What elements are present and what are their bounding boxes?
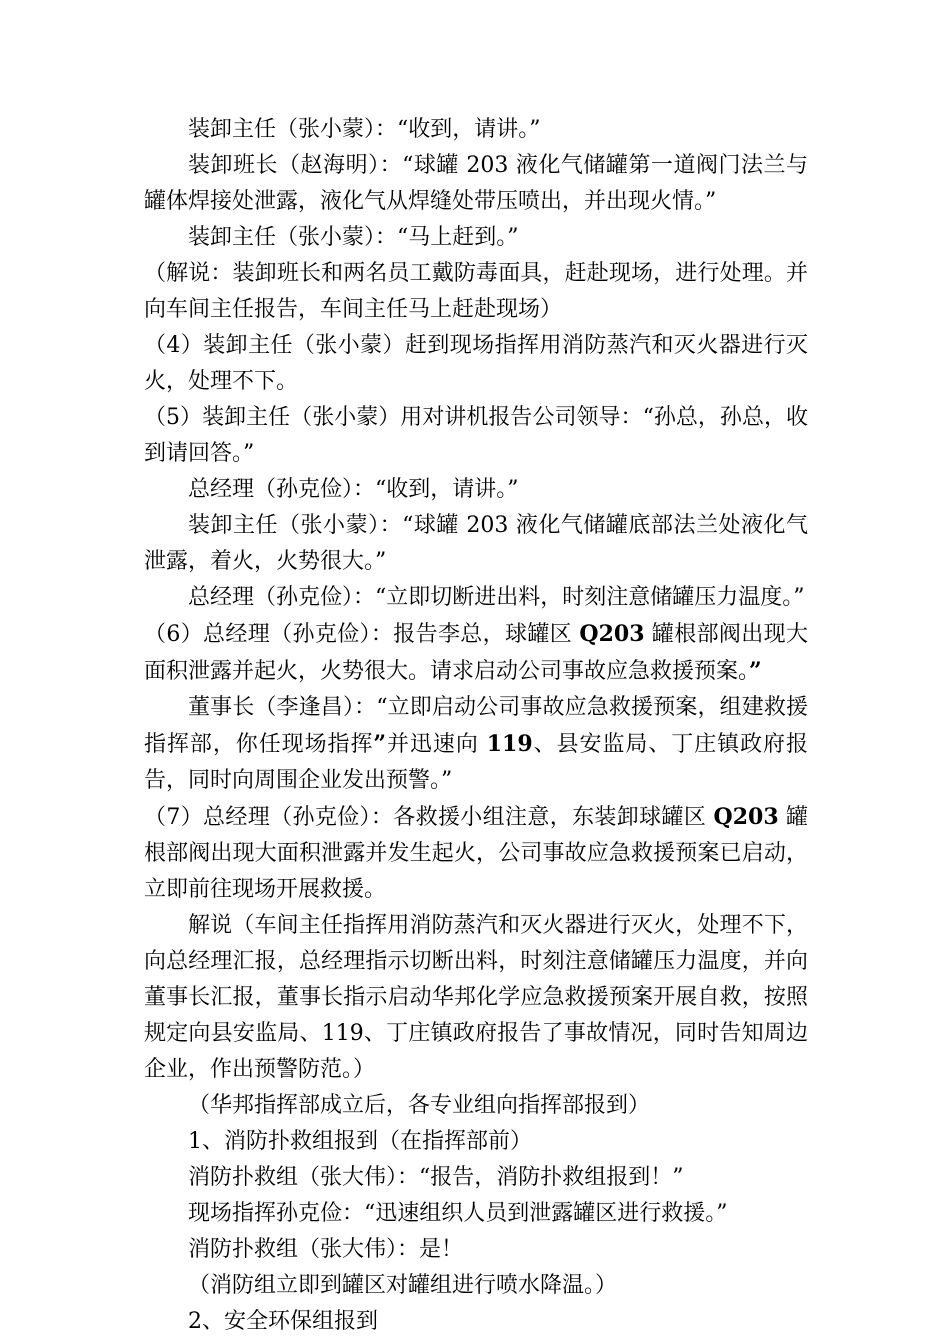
text-run: 董事长（李逢昌）：“立即启动公司事故应急救援预案，组建救援指挥部，你任现场指挥	[144, 695, 808, 757]
text-run: 装卸主任（张小蒙）：“收到，请讲。”	[188, 117, 541, 142]
text-run: （消防组立即到罐区对罐组进行喷水降温。）	[188, 1273, 618, 1298]
text-run: 消防扑救组（张大伟）：是！	[188, 1237, 464, 1262]
bold-text-run: ”	[373, 731, 387, 757]
document-body	[144, 112, 808, 1340]
text-run: （6）总经理（孙克俭）：报告李总，球罐区	[144, 622, 580, 647]
text-run: （5）装卸主任（张小蒙）用对讲机报告公司领导：“孙总，孙总，收到请回答。”	[144, 405, 808, 466]
text-run: （解说：装卸班长和两名员工戴防毒面具，赶赴现场，进行处理。并向车间主任报告，车间主任马上赶赴现场）	[144, 261, 808, 322]
paragraph	[144, 908, 808, 1088]
paragraph	[144, 1160, 808, 1196]
paragraph	[144, 580, 808, 616]
bold-text-run: Q203	[713, 804, 779, 830]
text-run: 并迅速向	[386, 732, 487, 757]
bold-text-run: ”	[749, 658, 762, 684]
text-run: 现场指挥孙克俭：“迅速组织人员到泄露罐区进行救援。”	[188, 1201, 728, 1226]
paragraph	[144, 508, 808, 580]
text-run: （4）装卸主任（张小蒙）赶到现场指挥用消防蒸汽和灭火器进行灭火，处理不下。	[144, 333, 808, 394]
text-run: 总经理（孙克俭）：“立即切断进出料，时刻注意储罐压力温度。”	[188, 585, 805, 610]
paragraph	[144, 690, 808, 799]
text-run: 装卸班长（赵海明）：“球罐 203 液化气储罐第一道阀门法兰与罐体焊接处泄露，液化气从焊缝处带压喷出，并出现火情。”	[144, 153, 808, 214]
text-run: 、县安监局、丁庄镇政府报告，同时向周围企业发出预警。”	[144, 732, 808, 793]
text-run: 解说（车间主任指挥用消防蒸汽和灭火器进行灭火，处理不下，向总经理汇报，总经理指示切断出料，时刻注意储罐压力温度，并向董事长汇报，董事长指示启动华邦化学应急救援预案开展自救，按照规定向县安监局、119、丁庄镇政府报告了事故情况，同时告知周边企业，作出预警防范。）	[144, 913, 808, 1082]
bold-text-run: Q203	[579, 621, 645, 647]
paragraph	[144, 256, 808, 328]
paragraph	[144, 112, 808, 148]
paragraph	[144, 148, 808, 220]
paragraph	[144, 472, 808, 508]
text-run: 装卸主任（张小蒙）：“马上赶到。”	[188, 225, 519, 250]
text-run: 1、消防扑救组报到（在指挥部前）	[188, 1129, 532, 1154]
paragraph	[144, 1196, 808, 1232]
paragraph	[144, 328, 808, 400]
text-run: 罐根部阀出现大面积泄露并起火，火势很大。请求启动公司事故应急救援预案。	[144, 622, 808, 684]
text-run: 装卸主任（张小蒙）：“球罐 203 液化气储罐底部法兰处液化气泄露，着火，火势很大。”	[144, 513, 808, 574]
text-run: （华邦指挥部成立后，各专业组向指挥部报到）	[188, 1093, 651, 1118]
text-run: 2、安全环保组报到	[188, 1309, 378, 1334]
text-run: 总经理（孙克俭）：“收到，请讲。”	[188, 477, 519, 502]
paragraph	[144, 1124, 808, 1160]
paragraph	[144, 616, 808, 690]
text-run: 罐根部阀出现大面积泄露并发生起火，公司事故应急救援预案已启动，立即前往现场开展救援。	[144, 805, 808, 902]
paragraph	[144, 220, 808, 256]
text-run: 消防扑救组（张大伟）：“报告，消防扑救组报到！”	[188, 1165, 684, 1190]
text-run: （7）总经理（孙克俭）：各救援小组注意，东装卸球罐区	[144, 805, 714, 830]
paragraph	[144, 1088, 808, 1124]
paragraph	[144, 400, 808, 472]
paragraph	[144, 799, 808, 908]
paragraph	[144, 1232, 808, 1268]
bold-text-run: 119	[486, 731, 533, 757]
paragraph	[144, 1268, 808, 1304]
paragraph	[144, 1304, 808, 1340]
